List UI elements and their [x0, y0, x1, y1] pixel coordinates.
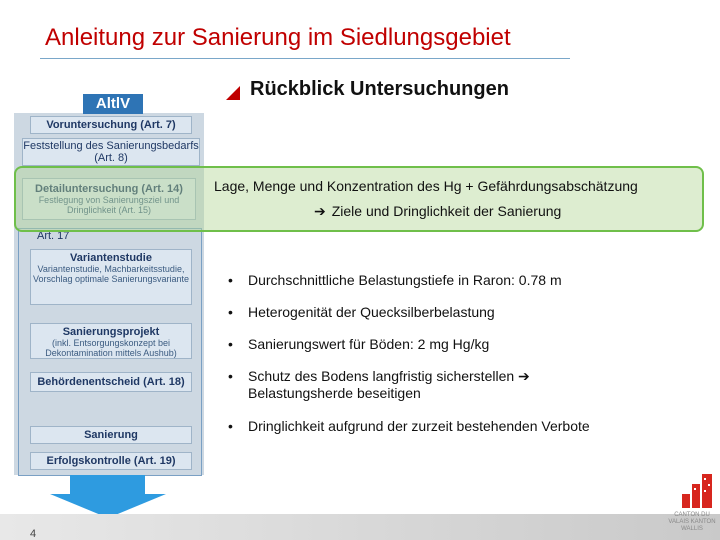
- flow-box-label: Detailuntersuchung (Art. 14): [35, 183, 183, 195]
- flow-box-label: Erfolgskontrolle (Art. 19): [46, 455, 176, 467]
- flow-box-label: Sanierung: [84, 429, 138, 441]
- flow-box-sublabel: Festlegung von Sanierungsziel und Dringlichkeit (Art. 15): [38, 195, 180, 215]
- flow-arrow-shaft: [70, 475, 145, 495]
- bullet-dot-icon: •: [228, 272, 233, 288]
- flow-box-label: Behördenentscheid (Art. 18): [37, 376, 185, 388]
- triangle-marker-icon: [226, 86, 240, 100]
- list-item-text: Heterogenität der Quecksilberbelastung: [248, 304, 495, 320]
- diagram-top-label: AltlV: [83, 94, 143, 114]
- page-title: Anleitung zur Sanierung im Siedlungsgebiet: [45, 24, 511, 51]
- highlight-band: [14, 166, 704, 232]
- band-line-2: [314, 203, 561, 220]
- arrow-right-icon: ➔: [518, 368, 530, 384]
- flow-box-sublabel: (inkl. Entsorgungskonzept bei Dekontamination mittels Aushub): [45, 338, 177, 358]
- art17-label: Art. 17: [37, 230, 70, 242]
- list-item-text: Durchschnittliche Belastungstiefe in Raron: 0.78 m: [248, 272, 562, 288]
- flow-box-feststellung: [22, 138, 200, 166]
- logo-text: CANTON DU VALAIS KANTON WALLIS: [668, 512, 716, 532]
- canton-logo-icon: [676, 472, 716, 512]
- bullet-dot-icon: •: [228, 418, 233, 434]
- flow-box-sublabel: Variantenstudie, Machbarkeitsstudie, Vorschlag optimale Sanierungsvariante: [32, 264, 190, 284]
- band-line-1: Lage, Menge und Konzentration des Hg + Gefährdungsabschätzung: [214, 178, 638, 194]
- page-number: 4: [30, 528, 37, 540]
- flow-box-label: Voruntersuchung (Art. 7): [46, 119, 176, 131]
- flow-box-label: Sanierungsprojekt: [62, 326, 160, 338]
- flow-box-label: Feststellung des Sanierungsbedarfs (Art. 8): [23, 140, 199, 164]
- flow-box-variantenstudie: [30, 249, 192, 305]
- flow-box-erfolgskontrolle: [30, 452, 192, 470]
- band-line-2-text: Ziele und Dringlichkeit der Sanierung: [331, 203, 562, 219]
- bullet-dot-icon: •: [228, 368, 233, 384]
- list-item-text: Sanierungswert für Böden: 2 mg Hg/kg: [248, 336, 490, 352]
- list-item-text-part: Belastungsherde beseitigen: [248, 385, 421, 401]
- bullet-dot-icon: •: [228, 304, 233, 320]
- footer-bar: [0, 514, 720, 540]
- list-item-text-part: Schutz des Bodens langfristig sicherstellen: [248, 368, 515, 384]
- title-divider: [40, 58, 570, 59]
- bullet-dot-icon: •: [228, 336, 233, 352]
- flow-box-label: Variantenstudie: [70, 252, 152, 264]
- flow-box-voruntersuchung: [30, 116, 192, 134]
- flow-box-behoerdenentscheid: [30, 372, 192, 392]
- flow-box-sanierung: [30, 426, 192, 444]
- list-item-text: [248, 368, 688, 402]
- section-subtitle: Rückblick Untersuchungen: [250, 78, 509, 100]
- flow-box-sanierungsprojekt: [30, 323, 192, 359]
- list-item-text: Dringlichkeit aufgrund der zurzeit bestehenden Verbote: [248, 418, 590, 434]
- arrow-right-icon: ➔: [314, 203, 326, 219]
